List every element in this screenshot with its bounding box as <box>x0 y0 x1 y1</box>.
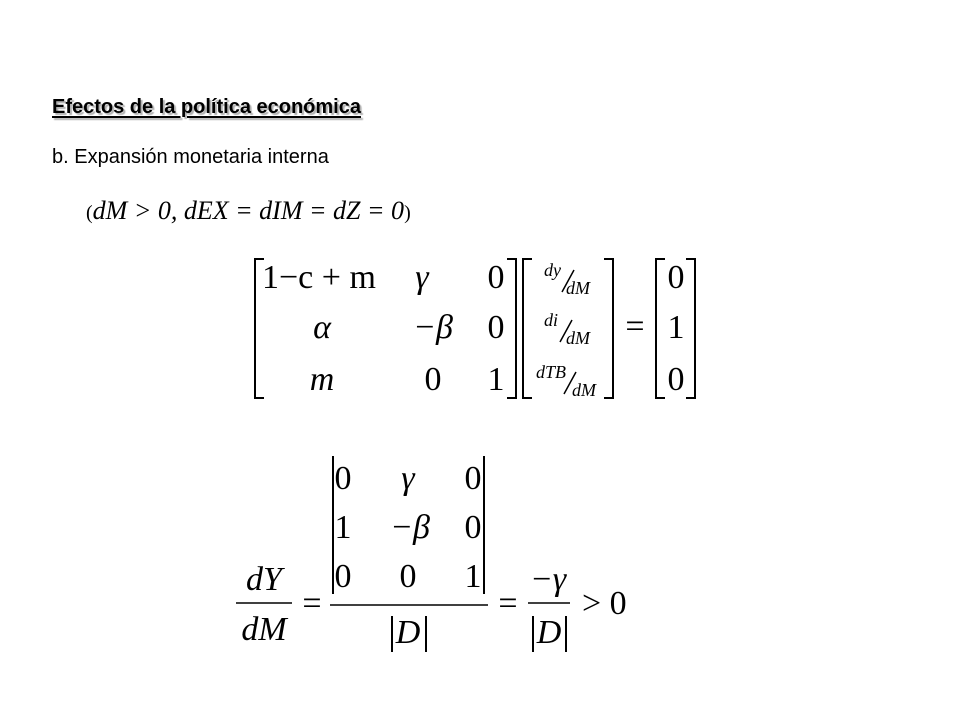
lhs-numerator: dY <box>246 561 282 598</box>
unknown-1-den: dM <box>566 278 590 298</box>
matrix-right-bracket <box>507 259 516 398</box>
unknown-3-den: dM <box>572 380 596 400</box>
condition-open-paren: ( <box>86 202 93 224</box>
result-denominator: D <box>536 614 562 651</box>
unknown-3-num: dTB <box>536 362 567 382</box>
unknown-di-dM <box>544 310 591 348</box>
unknown-2-den: dM <box>566 328 590 348</box>
det-cell-2-1: 1 <box>334 509 352 546</box>
rhs-left-bracket <box>656 259 665 398</box>
solution-equals-1: = <box>302 585 322 622</box>
result-inequality: > 0 <box>582 585 627 622</box>
main-denominator: D <box>395 614 421 651</box>
result-numerator: −γ <box>529 561 567 598</box>
det-cell-2-2: −β <box>390 509 430 546</box>
unknown-1-num: dy <box>544 260 561 280</box>
matrix-cell-3-2: 0 <box>424 361 442 398</box>
matrix-cell-1-3: 0 <box>487 259 505 296</box>
slide-subtitle: b. Expansión monetaria interna <box>52 146 329 168</box>
system-equals-sign: = <box>625 308 645 345</box>
condition-expression: dM > 0, dEX = dIM = dZ = 0 <box>92 196 405 225</box>
matrix-cell-3-1: m <box>309 361 335 398</box>
unknown-dTB-dM <box>536 362 597 400</box>
rhs-cell-3: 0 <box>667 361 685 398</box>
matrix-cell-1-2: γ <box>415 259 429 296</box>
rhs-cell-2: 1 <box>667 309 685 346</box>
det-cell-1-2: γ <box>401 460 415 497</box>
det-cell-2-3: 0 <box>464 509 482 546</box>
matrix-cell-2-2: −β <box>413 309 453 346</box>
det-cell-3-3: 1 <box>464 558 482 595</box>
det-cell-1-3: 0 <box>464 460 482 497</box>
matrix-cell-3-3: 1 <box>487 361 505 398</box>
matrix-cell-2-1: α <box>313 309 331 346</box>
condition-close-paren: ) <box>404 202 411 224</box>
unknown-dy-dM <box>544 260 591 298</box>
unknown-2-num: di <box>544 310 559 330</box>
matrix-cell-1-1: 1−c + m <box>262 259 376 296</box>
det-cell-3-2: 0 <box>399 558 417 595</box>
solution-equals-2: = <box>498 585 518 622</box>
matrix-cell-2-3: 0 <box>487 309 505 346</box>
rhs-cell-1: 0 <box>667 259 685 296</box>
rhs-right-bracket <box>686 259 695 398</box>
slide-title: Efectos de la política económica <box>52 96 361 118</box>
lhs-denominator: dM <box>241 611 287 648</box>
det-cell-3-1: 0 <box>334 558 352 595</box>
det-cell-1-1: 0 <box>334 460 352 497</box>
vector-left-bracket <box>523 259 532 398</box>
vector-right-bracket <box>604 259 613 398</box>
